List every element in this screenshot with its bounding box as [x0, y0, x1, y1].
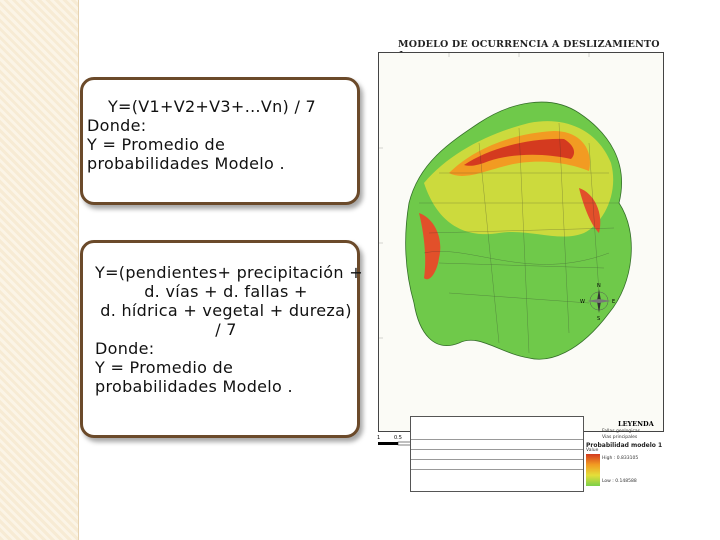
landslide-map-figure [370, 36, 668, 492]
formula-text: Y=(V1+V2+V3+…Vn) / 7 [107, 97, 317, 116]
where-label: Donde: [95, 339, 155, 358]
legend-title: LEYENDA [618, 420, 654, 428]
legend-item-faults: Fallas geologicas [602, 429, 641, 434]
compass-w: W [580, 299, 585, 305]
title-block-row [411, 440, 583, 450]
probability-low-label: Low : 0.148588 [602, 479, 637, 484]
formula-text: / 7 [215, 320, 237, 339]
title-block-row [411, 417, 583, 440]
decorative-divider [78, 0, 79, 540]
map-title: MODELO DE OCURRENCIA A DESLIZAMIENTO [398, 39, 660, 50]
formula-text: d. vías + d. fallas + [144, 282, 308, 301]
decorative-left-band [0, 0, 78, 540]
formula-text: d. hídrica + vegetal + dureza) [100, 301, 352, 320]
definition-line: probabilidades Modelo . [95, 377, 293, 396]
title-block-row [411, 470, 583, 479]
probability-legend-title: Probabilidad modelo 1 [586, 442, 663, 449]
probability-high-label: High : 0.833105 [602, 456, 639, 461]
compass-e: E [612, 299, 616, 305]
probability-value-label: Value [586, 448, 599, 453]
formula-box-general [80, 77, 360, 205]
definition-line: probabilidades Modelo . [87, 154, 285, 173]
map-frame [378, 52, 664, 432]
map-title-block [410, 416, 584, 492]
compass-n: N [597, 283, 601, 289]
title-block-row [411, 450, 583, 460]
legend-item-roads: Vias principales [602, 435, 638, 440]
where-label: Donde: [87, 116, 147, 135]
formula-text: Y=(pendientes+ precipitación + [95, 263, 363, 282]
definition-line: Y = Promedio de [87, 135, 226, 154]
probability-color-ramp [586, 454, 600, 486]
definition-line: Y = Promedio de [95, 358, 234, 377]
scale-tick: 1 [377, 435, 381, 441]
formula-box-variables [80, 240, 363, 438]
map-image [379, 53, 663, 431]
scale-tick: 0.5 [394, 435, 402, 441]
compass-s: S [597, 316, 601, 322]
title-block-row [411, 460, 583, 470]
